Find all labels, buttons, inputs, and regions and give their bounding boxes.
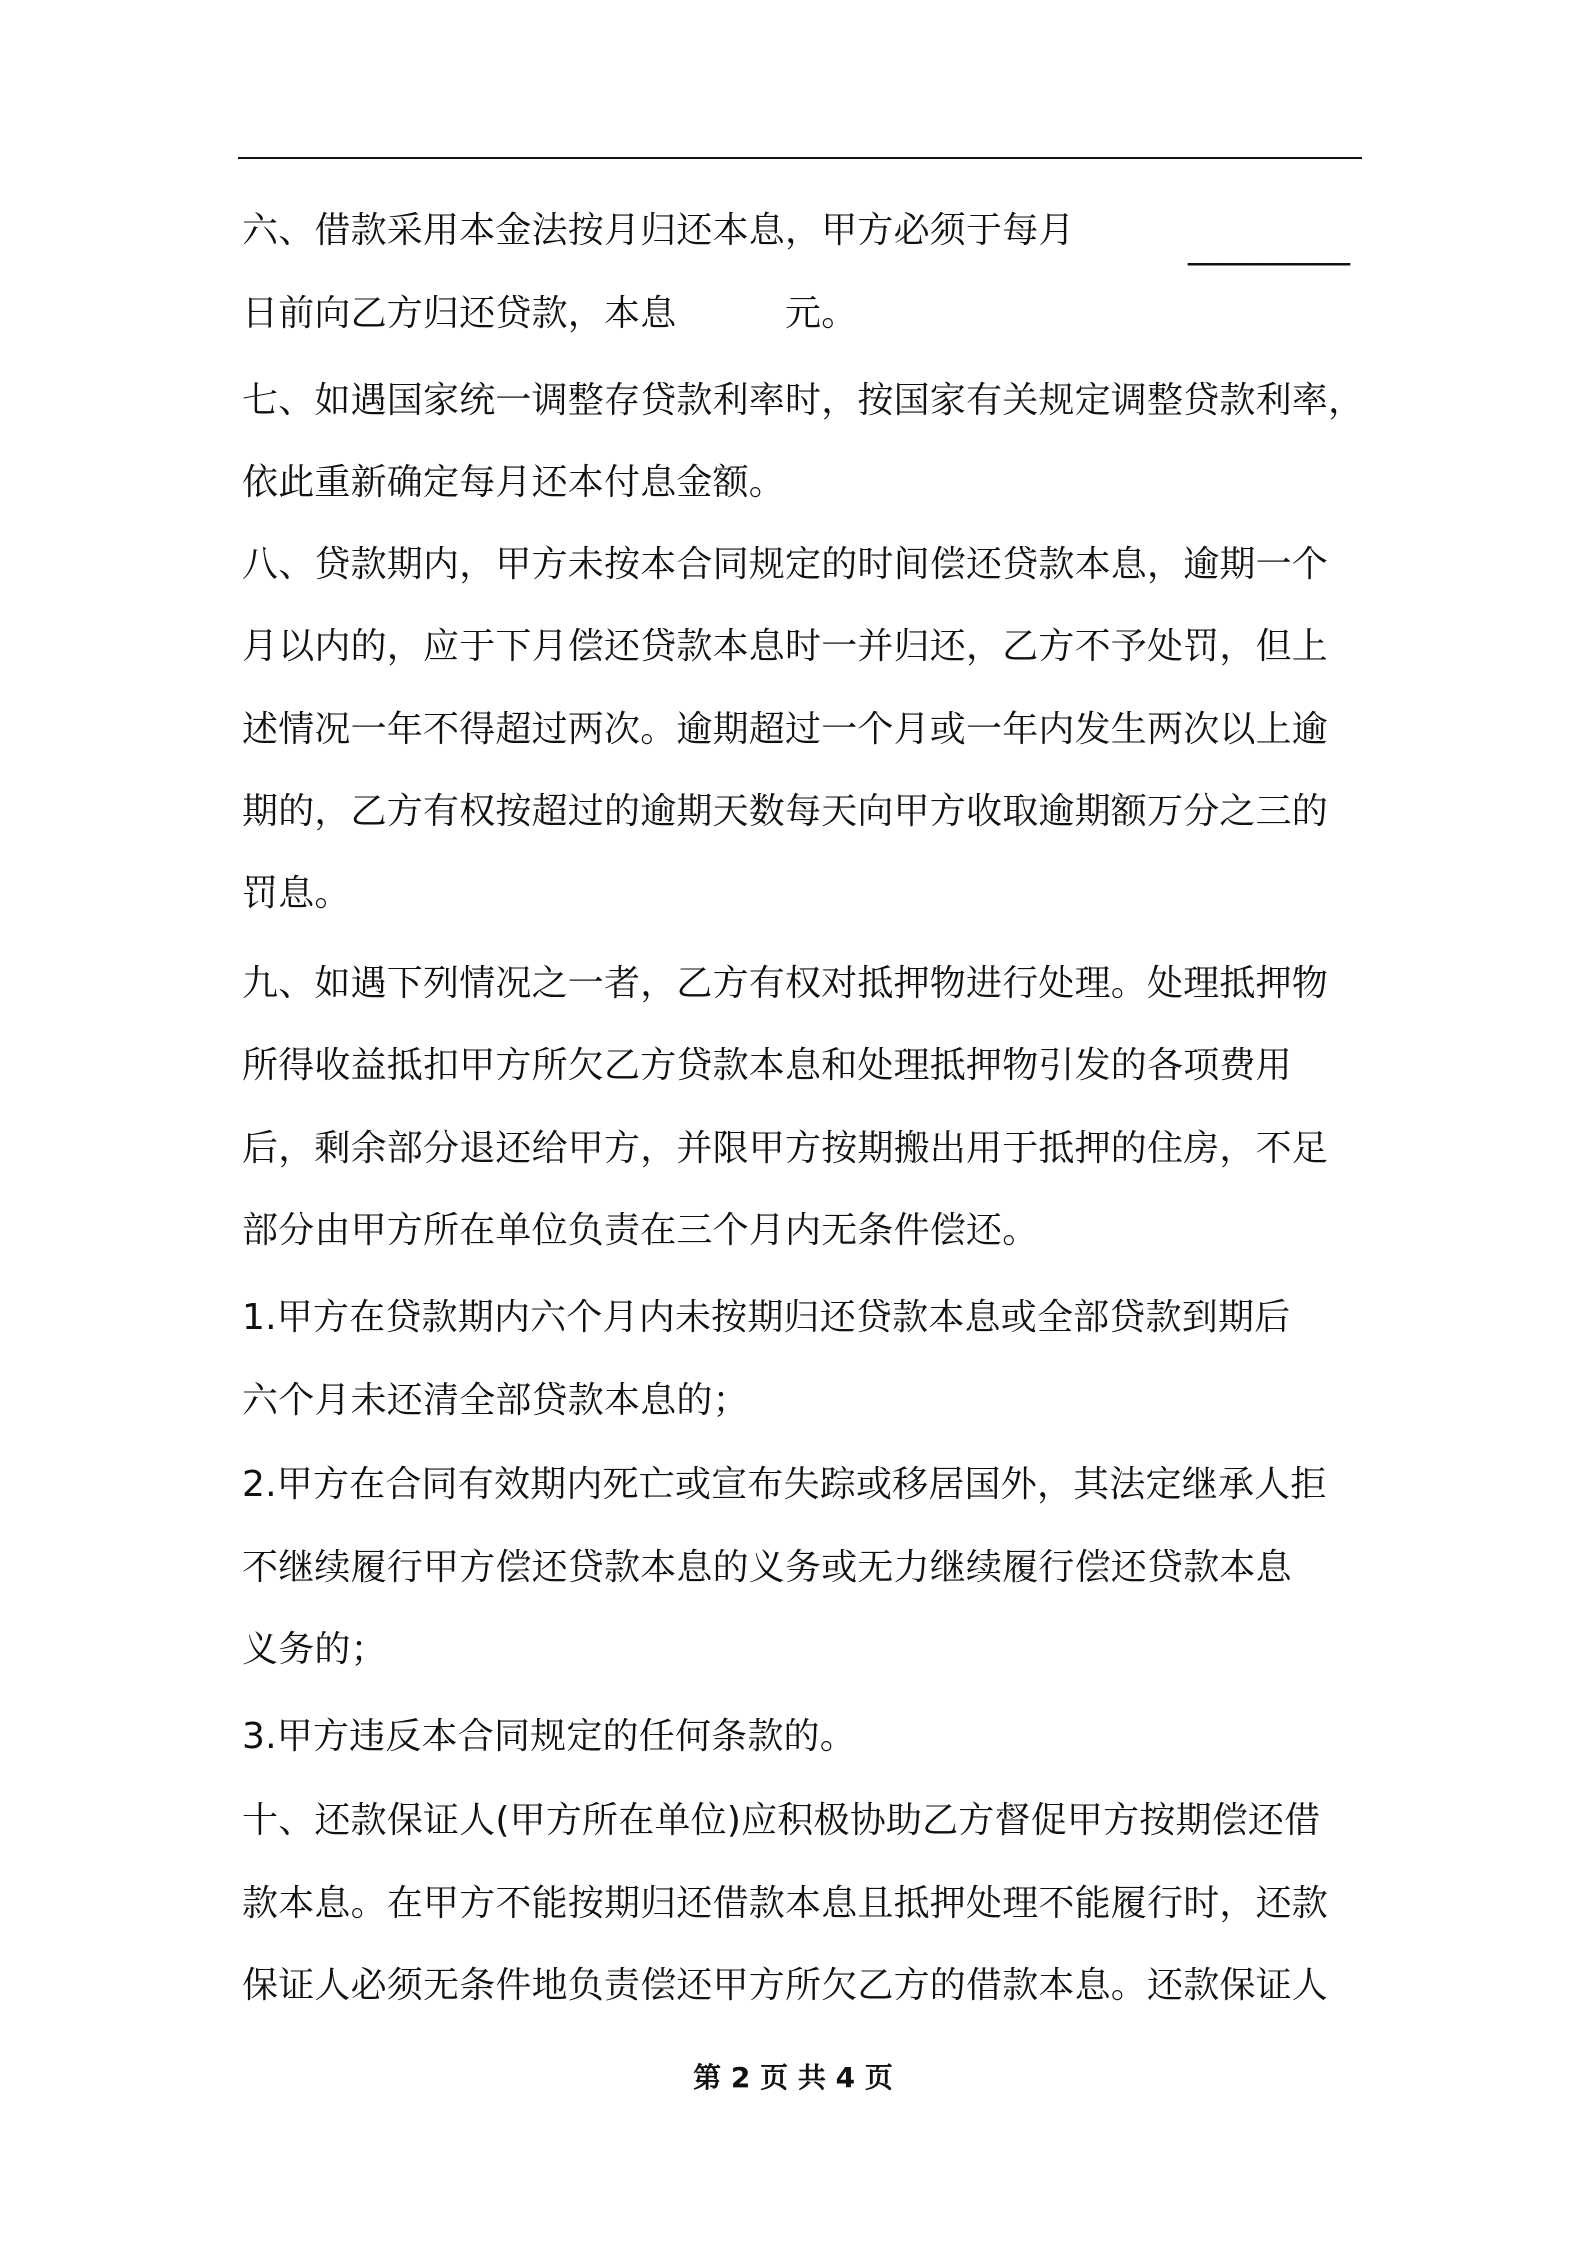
- text-line: 1.甲方在贷款期内六个月内未按期归还贷款本息或全部贷款到期后: [242, 1297, 1291, 1338]
- text-line: 2.甲方在合同有效期内死亡或宣布失踪或移居国外，其法定继承人拒: [242, 1464, 1327, 1505]
- header-rule: [238, 157, 1362, 159]
- text-line: 八、贷款期内，甲方未按本合同规定的时间偿还贷款本息，逾期一个: [242, 544, 1329, 585]
- text-line: 后，剩余部分退还给甲方，并限甲方按期搬出用于抵押的住房，不足: [242, 1128, 1329, 1169]
- text-line: 七、如遇国家统一调整存贷款利率时，按国家有关规定调整贷款利率，: [242, 380, 1365, 421]
- text-line: 保证人必须无条件地负责偿还甲方所欠乙方的借款本息。还款保证人: [242, 1965, 1329, 2006]
- text-line: 不继续履行甲方偿还贷款本息的义务或无力继续履行偿还贷款本息: [242, 1547, 1292, 1588]
- text-line: 月以内的，应于下月偿还贷款本息时一并归还，乙方不予处罚，但上: [242, 626, 1329, 667]
- page-number: 第 2 页 共 4 页: [693, 2061, 893, 2094]
- text-line: 款本息。在甲方不能按期归还借款本息且抵押处理不能履行时，还款: [242, 1883, 1329, 1924]
- text-line: 依此重新确定每月还本付息金额。: [242, 462, 786, 503]
- text-line: 部分由甲方所在单位负责在三个月内无条件偿还。: [242, 1210, 1039, 1251]
- text-line: 义务的；: [242, 1629, 387, 1670]
- text-line: 3.甲方违反本合同规定的任何条款的。: [242, 1716, 856, 1757]
- text-line: 罚息。: [242, 873, 351, 914]
- text-line: 期的，乙方有权按超过的逾期天数每天向甲方收取逾期额万分之三的: [242, 791, 1329, 832]
- text-line: 十、还款保证人(甲方所在单位)应积极协助乙方督促甲方按期偿还借: [242, 1800, 1321, 1841]
- text-line: 九、如遇下列情况之一者，乙方有权对抵押物进行处理。处理抵押物: [242, 963, 1329, 1004]
- text-line: 所得收益抵扣甲方所欠乙方贷款本息和处理抵押物引发的各项费用: [242, 1045, 1292, 1086]
- text-line: 六、借款采用本金法按月归还本息，甲方必须于每月: [242, 210, 1075, 251]
- text-line: 日前向乙方归还贷款，本息 元。: [242, 293, 858, 334]
- text-line: 述情况一年不得超过两次。逾期超过一个月或一年内发生两次以上逾: [242, 709, 1329, 750]
- fill-in-blank: _________: [1188, 225, 1350, 266]
- text-line: 六个月未还清全部贷款本息的；: [242, 1380, 749, 1421]
